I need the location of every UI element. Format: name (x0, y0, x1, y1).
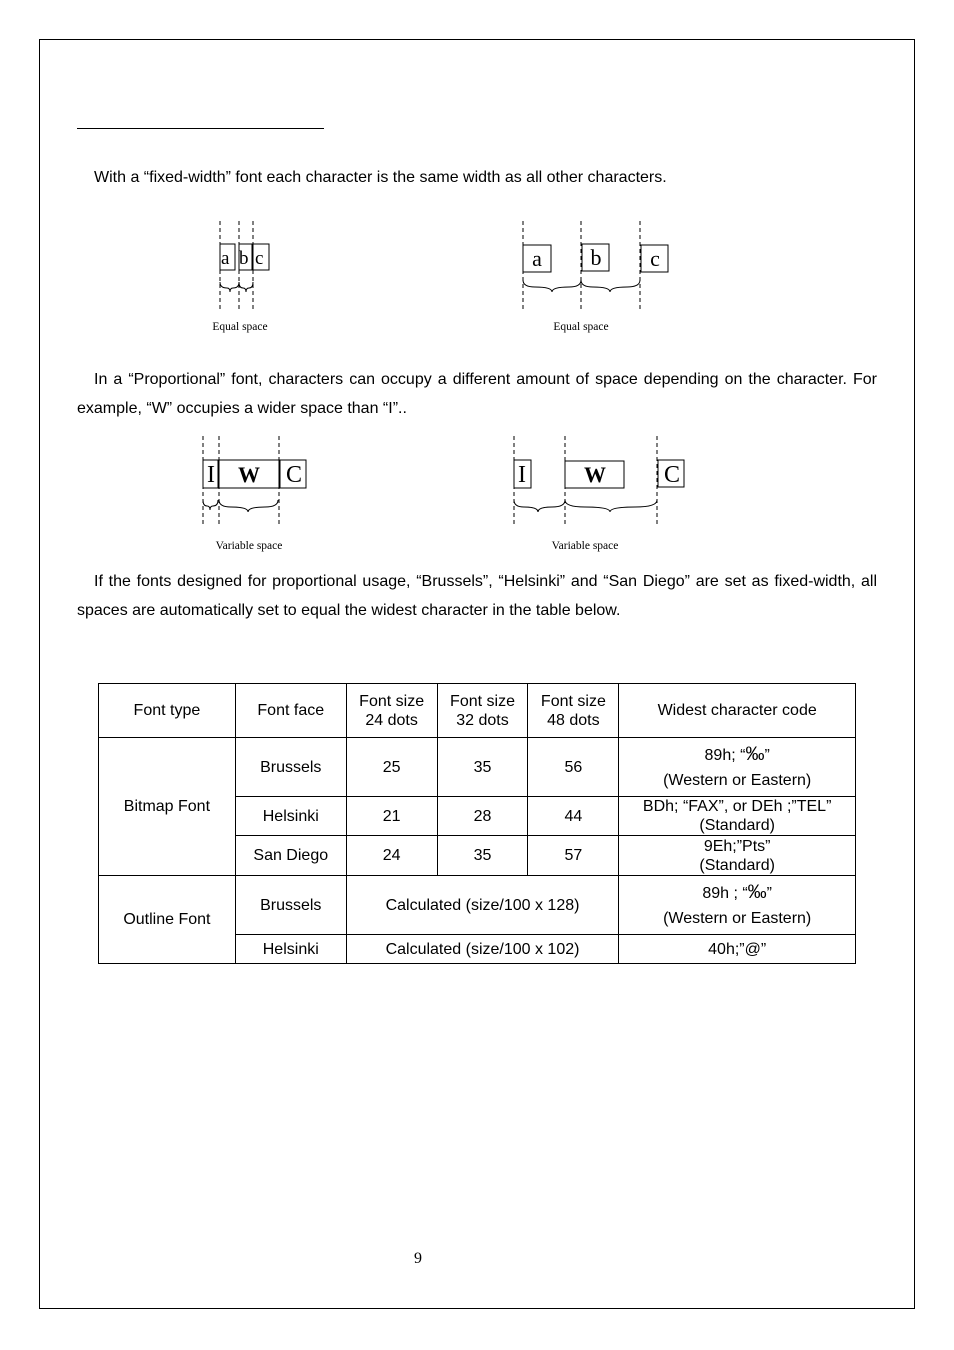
size-32-cell: 35 (437, 738, 528, 797)
widest-code-cell: 40h;”@” (619, 935, 856, 964)
font-face-cell: Helsinki (235, 935, 346, 964)
widest-character-table (98, 683, 856, 964)
table-row (99, 738, 856, 797)
size-32-cell: 35 (437, 836, 528, 876)
variable-space-diagram-left (195, 430, 320, 560)
table-header-row (99, 684, 856, 738)
fixed-width-diagram-left (195, 215, 295, 340)
fixed-width-diagram-right (505, 215, 685, 340)
caption-variable-space: Variable space (551, 540, 619, 552)
font-face-cell: San Diego (235, 836, 346, 876)
glyph-c: C (663, 462, 681, 488)
header-widest-code: Widest character code (619, 684, 856, 738)
glyph-c: C (285, 462, 303, 488)
font-face-cell: Brussels (235, 876, 346, 935)
table-row (99, 876, 856, 935)
glyph-i: I (207, 462, 215, 488)
header-size-32: Font size 32 dots (437, 684, 528, 738)
widest-code-cell: 89h; “‰” (Western or Eastern) (619, 738, 856, 797)
glyph-c: c (255, 248, 264, 269)
glyph-i: I (518, 462, 526, 488)
size-32-cell: 28 (437, 797, 528, 836)
size-48-cell: 56 (528, 738, 619, 797)
glyph-w: W (238, 462, 260, 487)
size-24-cell: 24 (346, 836, 437, 876)
page-number: 9 (414, 1250, 422, 1267)
paragraph-fixed-width: With a “fixed-width” font each character is the same width as all other characters. (94, 169, 667, 186)
caption-equal-space: Equal space (553, 321, 609, 333)
header-size-48: Font size 48 dots (528, 684, 619, 738)
header-size-24: Font size 24 dots (346, 684, 437, 738)
paragraph-fixed-setting: If the fonts designed for proportional usage, “Brussels”, “Helsinki” and “San Diego” are set as fixed-width, all spaces are automatically set to equal the widest character in the table below. (77, 573, 877, 619)
header-font-type: Font type (99, 684, 236, 738)
paragraph-proportional: In a “Proportional” font, characters can occupy a different amount of space depending on the character. For example, “W” occupies a wider space than “I”.. (77, 371, 877, 417)
size-24-cell: 25 (346, 738, 437, 797)
widest-code-cell: BDh; “FAX”, or DEh ;”TEL” (Standard) (619, 797, 856, 836)
caption-variable-space: Variable space (215, 540, 283, 552)
caption-equal-space: Equal space (212, 321, 268, 333)
size-calculated-cell: Calculated (size/100 x 128) (346, 876, 619, 935)
font-type-outline: Outline Font (99, 876, 236, 964)
glyph-w: W (584, 462, 606, 487)
heading-rule (77, 128, 324, 129)
glyph-b: b (590, 245, 602, 270)
page-border (39, 39, 915, 1309)
glyph-a: a (532, 246, 542, 271)
size-48-cell: 57 (528, 836, 619, 876)
widest-code-cell: 89h ; “‰” (Western or Eastern) (619, 876, 856, 935)
glyph-a: a (221, 248, 230, 269)
size-24-cell: 21 (346, 797, 437, 836)
font-face-cell: Helsinki (235, 797, 346, 836)
size-calculated-cell: Calculated (size/100 x 102) (346, 935, 619, 964)
glyph-b: b (239, 248, 249, 269)
header-font-face: Font face (235, 684, 346, 738)
font-face-cell: Brussels (235, 738, 346, 797)
glyph-c: c (650, 246, 660, 271)
variable-space-diagram-right (500, 430, 695, 560)
widest-code-cell: 9Eh;”Pts” (Standard) (619, 836, 856, 876)
font-type-bitmap: Bitmap Font (99, 738, 236, 876)
size-48-cell: 44 (528, 797, 619, 836)
